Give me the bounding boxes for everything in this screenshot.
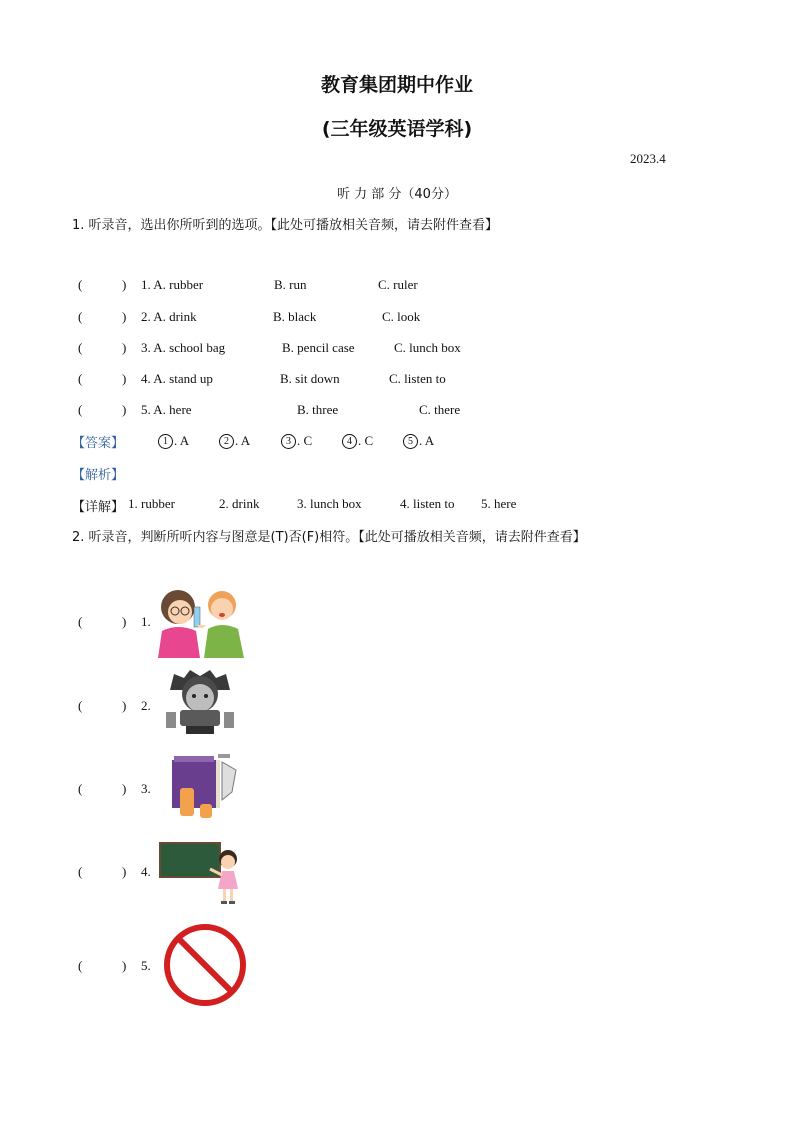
- answer-paren-close: ): [122, 402, 127, 417]
- circled-number: 2: [219, 434, 234, 449]
- answer-paren-open: (: [78, 340, 83, 355]
- circled-number: 4: [342, 434, 357, 449]
- item-number: 5.: [141, 958, 151, 973]
- answer-paren-close: ): [122, 698, 127, 713]
- answer-paren-close: ): [122, 309, 127, 324]
- answer-paren-close: ): [122, 614, 127, 629]
- detail-item: 3. lunch box: [297, 496, 362, 511]
- answer-item: [403, 433, 434, 449]
- analysis-label: 【解析】: [72, 468, 125, 483]
- page-subtitle: (三年级英语学科): [321, 118, 473, 140]
- answer-paren-open: (: [78, 864, 83, 879]
- question-1-prompt: 1. 听录音，选出你所听到的选项。【此处可播放相关音频，请去附件查看】: [72, 218, 499, 233]
- detail-item: 2. drink: [219, 496, 260, 511]
- two-kids-talking-picture: [156, 585, 246, 658]
- detail-item: 1. rubber: [128, 496, 175, 511]
- date: 2023.4: [630, 151, 666, 166]
- circled-number: 5: [403, 434, 418, 449]
- item-number: 1.: [141, 614, 151, 629]
- option-c: C. ruler: [378, 277, 418, 292]
- answer-item: [342, 433, 373, 449]
- answer-paren-close: ): [122, 958, 127, 973]
- child-sitting-picture: [156, 668, 246, 736]
- no-sign-icon: [162, 922, 248, 1008]
- answer-item: [219, 433, 250, 449]
- question-2-prompt: 2. 听录音，判断所听内容与图意是(T)否(F)相符。【此处可播放相关音频，请去附件查看】: [72, 530, 586, 545]
- answer-paren-open: (: [78, 277, 83, 292]
- option-b: B. run: [274, 277, 307, 292]
- answer-paren-open: (: [78, 698, 83, 713]
- answer-value: . A: [174, 433, 190, 448]
- option-a: 5. A. here: [141, 402, 192, 417]
- item-number: 4.: [141, 864, 151, 879]
- answer-paren-open: (: [78, 309, 83, 324]
- option-c: C. lunch box: [394, 340, 461, 355]
- option-b: B. black: [273, 309, 317, 324]
- detail-label: 【详解】: [72, 500, 125, 515]
- answer-paren-close: ): [122, 781, 127, 796]
- answer-paren-open: (: [78, 958, 83, 973]
- answer-paren-open: (: [78, 781, 83, 796]
- detail-item: 4. listen to: [400, 496, 455, 511]
- item-number: 3.: [141, 781, 151, 796]
- answer-paren-open: (: [78, 371, 83, 386]
- answer-value: . A: [419, 433, 435, 448]
- option-c: C. look: [382, 309, 421, 324]
- circled-number: 1: [158, 434, 173, 449]
- answer-paren-close: ): [122, 277, 127, 292]
- section-heading: 听 力 部 分（40分）: [337, 187, 457, 202]
- page-title: 教育集团期中作业: [320, 74, 473, 96]
- answer-item: [158, 433, 189, 449]
- option-b: B. three: [297, 402, 339, 417]
- answer-paren-open: (: [78, 614, 83, 629]
- answer-paren-close: ): [122, 864, 127, 879]
- item-number: 2.: [141, 698, 151, 713]
- answer-value: . C: [297, 433, 313, 448]
- option-b: B. pencil case: [282, 340, 355, 355]
- answer-label: 【答案】: [72, 436, 125, 451]
- option-a: 1. A. rubber: [141, 277, 204, 292]
- option-b: B. sit down: [280, 371, 340, 386]
- option-c: C. listen to: [389, 371, 446, 386]
- answer-value: . A: [235, 433, 251, 448]
- answer-paren-close: ): [122, 340, 127, 355]
- detail-item: 5. here: [481, 496, 517, 511]
- book-opening-picture: [166, 752, 242, 822]
- answer-paren-close: ): [122, 371, 127, 386]
- option-a: 2. A. drink: [141, 309, 197, 324]
- option-a: 3. A. school bag: [141, 340, 226, 355]
- option-c: C. there: [419, 402, 461, 417]
- girl-at-blackboard-picture: [158, 841, 242, 907]
- answer-paren-open: (: [78, 402, 83, 417]
- answer-value: . C: [358, 433, 374, 448]
- answer-item: [281, 433, 312, 449]
- option-a: 4. A. stand up: [141, 371, 213, 386]
- circled-number: 3: [281, 434, 296, 449]
- detail-line: [72, 496, 124, 515]
